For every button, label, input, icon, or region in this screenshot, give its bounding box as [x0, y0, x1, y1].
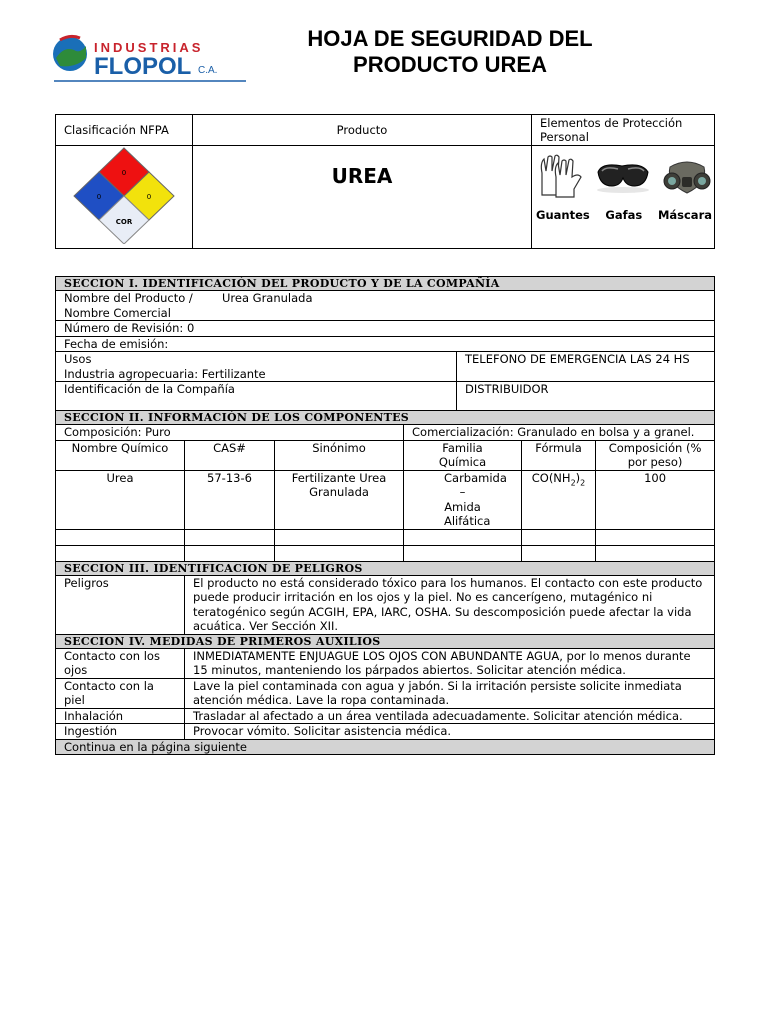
col-composition: Composición (% por peso)	[596, 440, 715, 470]
col-formula: Fórmula	[522, 440, 596, 470]
hazards-label: Peligros	[56, 575, 185, 634]
nfpa-health-value: 0	[96, 193, 102, 201]
col-family: Familia Química	[404, 440, 522, 470]
commercialization: Comercialización: Granulado en bolsa y a granel.	[404, 425, 715, 441]
revision-row	[56, 321, 715, 337]
section-1-header	[56, 277, 715, 291]
cell-cas: 57-13-6	[185, 470, 275, 529]
uses-value: Industria agropecuaria: Fertilizante	[64, 366, 266, 381]
continuation-note: Continua en la página siguiente	[56, 739, 715, 755]
components-header-row	[56, 440, 715, 470]
first-aid-label: Ingestión	[56, 724, 185, 740]
nfpa-diamond-cell	[56, 146, 193, 249]
title-line-1: HOJA DE SEGURIDAD DEL	[307, 26, 593, 51]
ppe-label-mask: Máscara	[657, 208, 712, 222]
uses-row	[56, 352, 715, 382]
section-3-title: SECCION III. IDENTIFICACION DE PELIGROS	[56, 561, 715, 575]
product-name-label: Nombre del Producto /	[64, 291, 193, 305]
first-aid-label: Contacto con la piel	[56, 678, 185, 708]
product-name: UREA	[331, 164, 393, 188]
product-name-row	[56, 291, 715, 321]
emission-row	[56, 336, 715, 352]
document-title	[270, 26, 630, 78]
cell-family: Carbamida – Amida Alifática	[404, 470, 522, 529]
first-aid-text: INMEDIATAMENTE ENJUAGUE LOS OJOS CON ABUNDANTE AGUA, por lo menos durante 15 minutos, manteniendo los párpados abiertos. Solicitar atención médica.	[185, 648, 715, 678]
first-aid-text: Trasladar al afectado a un área ventilada adecuadamente. Solicitar atención médica.	[185, 708, 715, 724]
first-aid-row	[56, 724, 715, 740]
gloves-icon	[534, 151, 584, 201]
formula-main: CO(NH	[531, 470, 571, 485]
product-label: Producto	[193, 115, 532, 146]
first-aid-text: Lave la piel contaminada con agua y jabón. Si la irritación persiste solicite inmediata atención médica. Lave la ropa contaminada.	[185, 678, 715, 708]
safety-sheet-table	[55, 276, 715, 755]
cell-chemical-name: Urea	[56, 470, 185, 529]
cell-formula	[522, 470, 596, 529]
first-aid-text: Provocar vómito. Solicitar asistencia médica.	[185, 724, 715, 740]
revision-number: Número de Revisión: 0	[56, 321, 715, 337]
section-1-title: SECCION I. IDENTIFICACIÓN DEL PRODUCTO Y DE LA COMPAÑÍA	[56, 277, 715, 291]
cell-synonym: Fertilizante Urea Granulada	[275, 470, 404, 529]
title-line-2: PRODUCTO UREA	[353, 52, 547, 77]
ppe-label: Elementos de Protección Personal	[532, 115, 715, 146]
summary-table	[55, 114, 715, 249]
first-aid-label: Inhalación	[56, 708, 185, 724]
flopol-logo-graphic	[50, 28, 250, 84]
col-cas: CAS#	[185, 440, 275, 470]
first-aid-row	[56, 708, 715, 724]
section-4-header	[56, 634, 715, 648]
first-aid-label: Contacto con los ojos	[56, 648, 185, 678]
section-2-title: SECCION II. INFORMACIÓN DE LOS COMPONENTES	[56, 411, 715, 425]
section-2-header	[56, 411, 715, 425]
cell-composition: 100	[596, 470, 715, 529]
nfpa-reactivity-value: 0	[146, 193, 152, 201]
nfpa-label: Clasificación NFPA	[56, 115, 193, 146]
formula-sub-2: 2	[580, 477, 586, 487]
first-aid-row	[56, 648, 715, 678]
continuation-row	[56, 739, 715, 755]
col-synonym: Sinónimo	[275, 440, 404, 470]
nfpa-special-value: COR	[115, 218, 133, 226]
company-logo	[50, 28, 250, 84]
hazards-text: El producto no está considerado tóxico para los humanos. El contacto con este producto puede producir irritación en los ojos y la piel. No es cancerígeno, mutagénico ni teratogénico según ACGIH, EPA, IARC, OSHA. Su descomposición puede afectar la vida acuática. Ver Sección XII.	[185, 575, 715, 634]
component-row	[56, 470, 715, 529]
ppe-label-gloves: Guantes	[536, 208, 590, 222]
company-label: Identificación de la Compañía	[56, 382, 457, 411]
first-aid-row	[56, 678, 715, 708]
empty-component-row	[56, 529, 715, 545]
ppe-labels	[534, 208, 712, 223]
section-3-header	[56, 561, 715, 575]
product-name-cell	[193, 146, 532, 249]
nfpa-flammability-value: 0	[121, 169, 127, 177]
composition-row	[56, 425, 715, 441]
logo-industrias-text: INDUSTRIAS	[94, 40, 204, 55]
product-name-value: Urea Granulada	[222, 291, 313, 305]
formula-mid: )	[575, 470, 581, 485]
logo-flopol-text: FLOPOL	[94, 53, 192, 80]
ppe-cell	[532, 146, 715, 249]
product-name-label-2: Nombre Comercial	[64, 305, 171, 320]
goggles-icon	[594, 156, 652, 196]
hazards-row	[56, 575, 715, 634]
distributor: DISTRIBUIDOR	[457, 382, 715, 411]
col-chemical-name: Nombre Químico	[56, 440, 185, 470]
emergency-phone: TELEFONO DE EMERGENCIA LAS 24 HS	[457, 352, 715, 382]
uses-label: Usos	[64, 352, 92, 366]
empty-component-row	[56, 545, 715, 561]
nfpa-diamond	[69, 146, 179, 244]
company-row	[56, 382, 715, 411]
emission-date: Fecha de emisión:	[56, 336, 715, 352]
uses-cell	[56, 352, 457, 382]
ppe-label-goggles: Gafas	[605, 208, 643, 222]
respirator-mask-icon	[662, 155, 712, 197]
ppe-icons	[534, 148, 712, 204]
logo-suffix-text: C.A.	[198, 65, 218, 76]
section-4-title: SECCION IV. MEDIDAS DE PRIMEROS AUXILIOS	[56, 634, 715, 648]
formula-sub-1: 2	[570, 477, 576, 487]
composition: Composición: Puro	[56, 425, 404, 441]
